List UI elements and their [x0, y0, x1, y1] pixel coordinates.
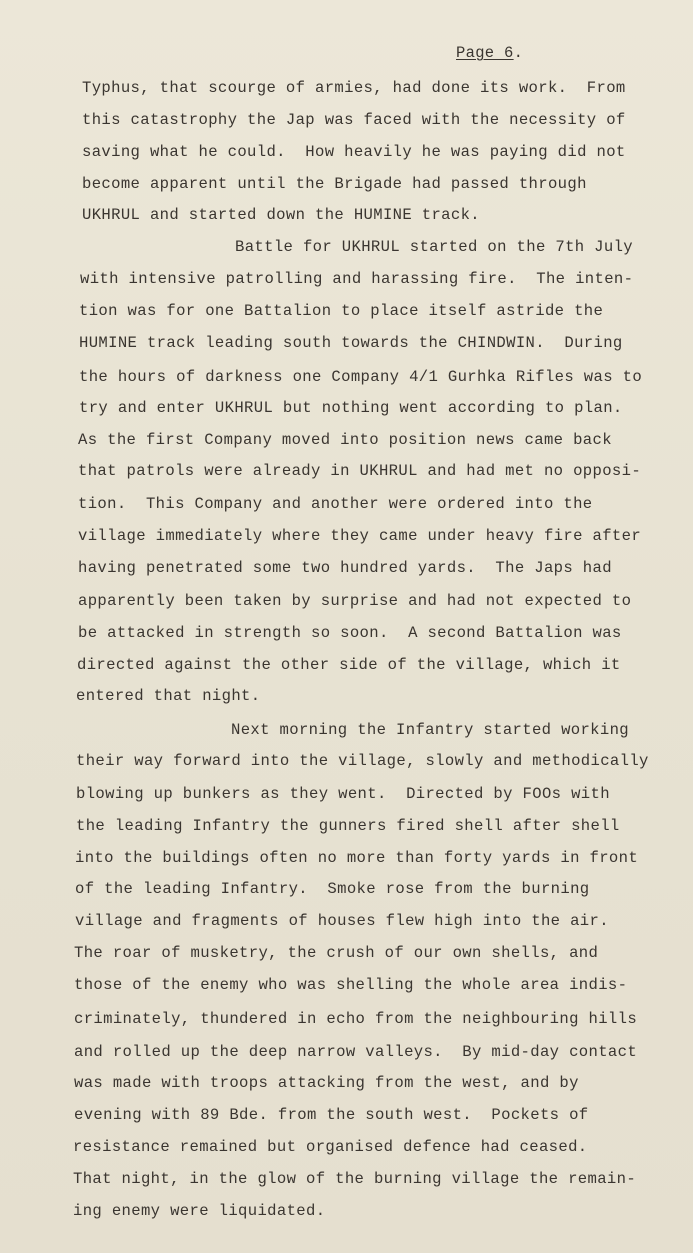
text-line: was made with troops attacking from the west, and by [74, 1074, 579, 1092]
page-number [456, 44, 523, 62]
text-line: saving what he could. How heavily he was paying did not [82, 143, 626, 161]
text-line: the hours of darkness one Company 4/1 Gurhka Rifles was to [79, 368, 643, 386]
text-line: That night, in the glow of the burning village the remain- [73, 1170, 637, 1188]
text-line: criminately, thundered in echo from the neighbouring hills [74, 1010, 638, 1028]
page-number-text: Page 6 [456, 44, 514, 62]
text-line: with intensive patrolling and harassing fire. The inten- [80, 270, 634, 288]
text-line: tion. This Company and another were ordered into the [78, 495, 593, 513]
text-line: become apparent until the Brigade had passed through [82, 175, 587, 193]
text-line: apparently been taken by surprise and had not expected to [78, 592, 632, 610]
text-line: those of the enemy who was shelling the whole area indis- [74, 976, 628, 994]
text-line: Typhus, that scourge of armies, had done its work. From [82, 79, 626, 97]
text-line: The roar of musketry, the crush of our own shells, and [74, 944, 599, 962]
text-line: into the buildings often no more than forty yards in front [75, 849, 639, 867]
text-line: the leading Infantry the gunners fired shell after shell [76, 817, 620, 835]
text-line: village immediately where they came under heavy fire after [78, 527, 642, 545]
text-line: that patrols were already in UKHRUL and had met no opposi- [78, 462, 642, 480]
text-line: blowing up bunkers as they went. Directed by FOOs with [76, 785, 610, 803]
text-line: and rolled up the deep narrow valleys. By mid-day contact [74, 1043, 638, 1061]
text-line: Next morning the Infantry started working [231, 721, 630, 739]
text-line: their way forward into the village, slowly and methodically [76, 752, 649, 770]
text-line: As the first Company moved into position news came back [78, 431, 612, 449]
text-line: this catastrophy the Jap was faced with the necessity of [82, 111, 626, 129]
text-line: try and enter UKHRUL but nothing went according to plan. [79, 399, 623, 417]
text-line: ing enemy were liquidated. [73, 1202, 326, 1220]
text-line: tion was for one Battalion to place itself astride the [79, 302, 604, 320]
text-line: evening with 89 Bde. from the south west. Pockets of [74, 1106, 589, 1124]
text-line: of the leading Infantry. Smoke rose from the burning [75, 880, 590, 898]
text-line: HUMINE track leading south towards the CHINDWIN. During [79, 334, 623, 352]
text-line: having penetrated some two hundred yards. The Japs had [78, 559, 612, 577]
text-line: UKHRUL and started down the HUMINE track. [82, 206, 481, 224]
page-number-suffix: . [513, 44, 524, 62]
text-line: resistance remained but organised defence had ceased. [73, 1138, 588, 1156]
text-line: be attacked in strength so soon. A second Battalion was [78, 624, 622, 642]
text-line: entered that night. [76, 687, 261, 705]
text-line: village and fragments of houses flew high into the air. [75, 912, 609, 930]
text-line: Battle for UKHRUL started on the 7th July [235, 238, 634, 256]
text-line: directed against the other side of the village, which it [77, 656, 621, 674]
